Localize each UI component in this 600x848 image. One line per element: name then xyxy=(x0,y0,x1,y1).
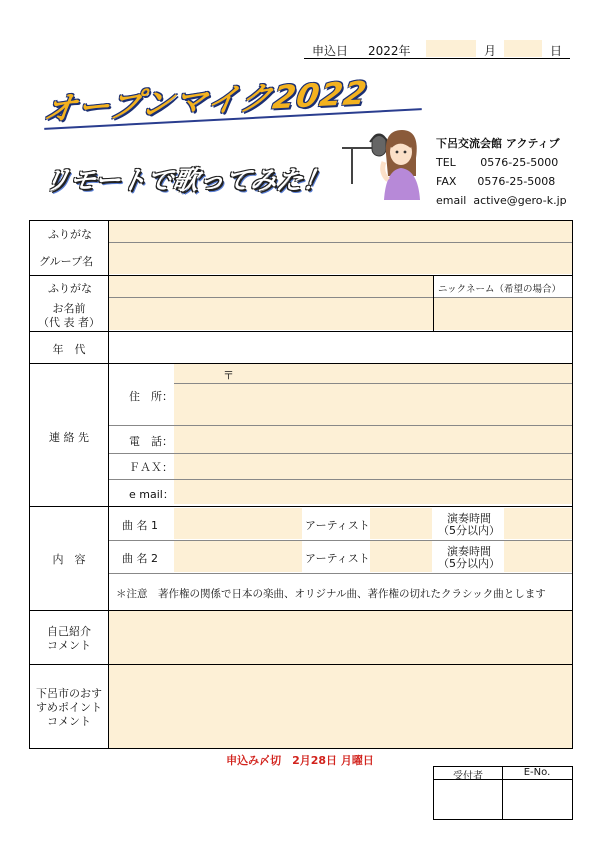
recommend-label-2: すめポイント xyxy=(36,701,102,714)
application-year: 2022年 xyxy=(368,44,411,58)
artist2-label: アーティスト xyxy=(305,552,370,565)
content-section-label: 内 容 xyxy=(52,553,86,566)
rep-name-label-2: （代 表 者） xyxy=(38,316,100,329)
recommend-field[interactable] xyxy=(109,665,572,748)
venue-name: 下呂交流会館 アクティブ xyxy=(436,137,560,150)
song2-label: 曲 名 2 xyxy=(122,552,158,565)
time1-label-2: （5分以内） xyxy=(438,524,500,537)
email-label: email xyxy=(436,194,467,207)
copyright-notice: ＊注意 著作権の関係で日本の楽曲、オリジナル曲、著作権の切れたクラシック曲とします xyxy=(116,588,546,600)
email-field-label: e mail： xyxy=(129,488,174,501)
address-label: 住 所： xyxy=(129,390,173,403)
tel-label: TEL xyxy=(436,156,456,169)
month-fill[interactable] xyxy=(504,40,542,57)
time1-field[interactable] xyxy=(504,508,572,539)
group-name-label: グループ名 xyxy=(39,255,94,268)
postal-mark: 〒 xyxy=(223,369,234,382)
application-form xyxy=(29,220,573,749)
main-title: オープンマイク2022 xyxy=(41,73,371,129)
self-intro-label-1: 自己紹介 xyxy=(47,625,91,638)
fax-number: 0576-25-5008 xyxy=(477,175,556,188)
e-no-label: E-No. xyxy=(523,767,551,778)
year-fill[interactable] xyxy=(426,40,476,57)
time2-label-1: 演奏時間 xyxy=(447,545,491,558)
rep-name-label-1: お名前 xyxy=(52,302,86,315)
rep-furigana-label: ふりがな xyxy=(48,282,92,295)
group-furigana-label: ふりがな xyxy=(48,228,92,241)
contact-fields[interactable] xyxy=(174,364,572,504)
artist1-label: アーティスト xyxy=(305,519,370,532)
recommend-label-1: 下呂市のおす xyxy=(36,687,102,700)
application-month: 月 xyxy=(484,44,497,58)
artist1-field[interactable] xyxy=(370,508,432,539)
contact-section-label: 連 絡 先 xyxy=(49,431,89,444)
recommend-label-3: コメント xyxy=(47,715,91,728)
received-by-label: 受付者 xyxy=(453,771,483,782)
office-use-box xyxy=(433,766,573,820)
time2-label-2: （5分以内） xyxy=(438,557,500,570)
self-intro-label-2: コメント xyxy=(47,639,91,652)
email-address: active@gero-k.jp xyxy=(473,194,567,207)
group-name-field[interactable] xyxy=(109,221,572,274)
sub-title: リモートで歌ってみた！ xyxy=(40,166,332,196)
tel-number: 0576-25-5000 xyxy=(480,156,559,169)
fax-label: FAX xyxy=(436,175,457,188)
rep-name-field[interactable] xyxy=(109,276,433,330)
age-label: 年 代 xyxy=(52,343,86,356)
application-day: 日 xyxy=(550,44,563,58)
phone-label: 電 話： xyxy=(129,435,173,448)
singer-illustration-icon xyxy=(336,124,422,200)
deadline-notice: 申込み〆切 2月28日 月曜日 xyxy=(226,754,374,767)
self-intro-field[interactable] xyxy=(109,611,572,664)
contact-info xyxy=(436,134,567,210)
application-date-row xyxy=(304,40,570,59)
artist2-field[interactable] xyxy=(370,541,432,572)
fax-field-label: ＦＡＸ： xyxy=(129,461,173,474)
song1-label: 曲 名 1 xyxy=(122,519,158,532)
song1-title-field[interactable] xyxy=(174,508,302,539)
nickname-field[interactable] xyxy=(434,298,572,330)
time2-field[interactable] xyxy=(504,541,572,572)
nickname-label: ニックネーム（希望の場合） xyxy=(438,284,562,295)
time1-label-1: 演奏時間 xyxy=(447,512,491,525)
application-date-label: 申込日 xyxy=(312,44,349,58)
song2-title-field[interactable] xyxy=(174,541,302,572)
